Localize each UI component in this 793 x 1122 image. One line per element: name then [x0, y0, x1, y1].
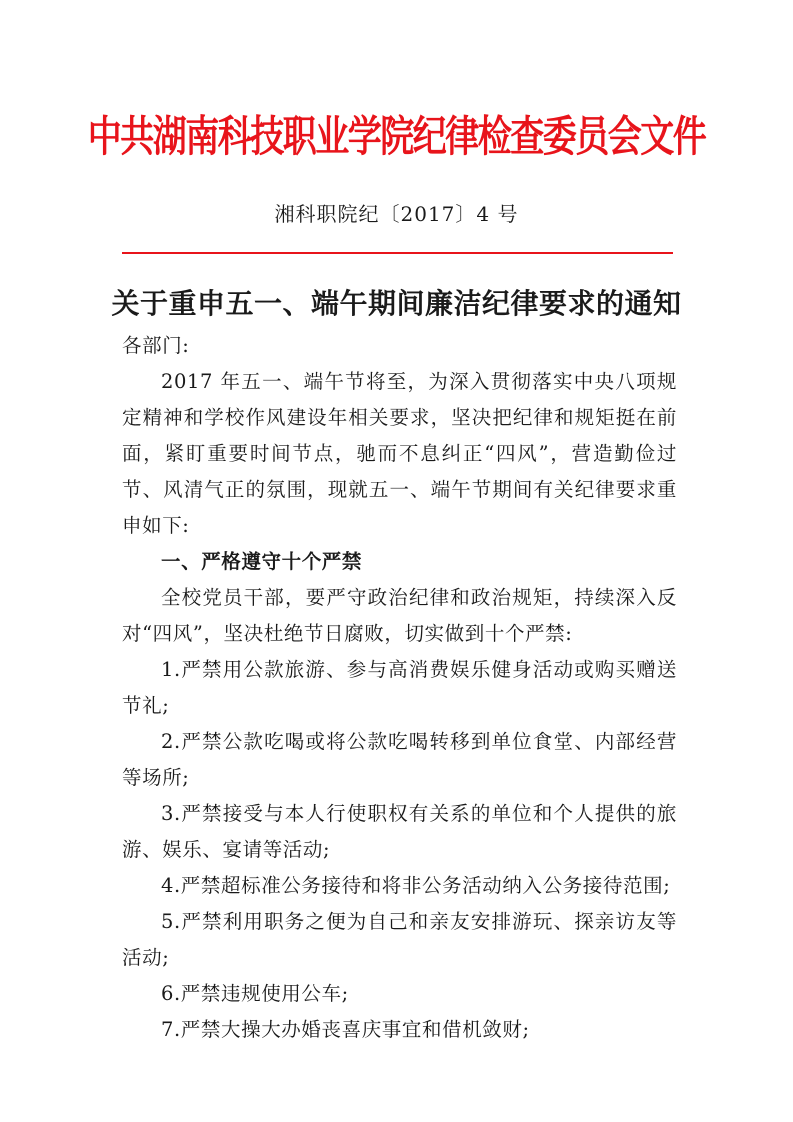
list-item: 7.严禁大操大办婚丧喜庆事宜和借机敛财;: [161, 1018, 530, 1041]
salutation: 各部门:: [122, 334, 190, 357]
list-item: 5.严禁利用职务之便为自己和亲友安排游玩、探亲访友等活动;: [122, 910, 677, 969]
list-item: 2.严禁公款吃喝或将公款吃喝转移到单位食堂、内部经营等场所;: [122, 730, 677, 789]
list-item: 4.严禁超标准公务接待和将非公务活动纳入公务接待范围;: [161, 874, 671, 897]
notice-title: 关于重申五一、端午期间廉洁纪律要求的通知: [111, 287, 682, 320]
document-number: 湘科职院纪〔2017〕4 号: [274, 202, 519, 226]
intro-paragraph: 2017 年五一、端午节将至，为深入贯彻落实中央八项规定精神和学校作风建设年相关要求，坚决把纪律和规矩挺在前面，紧盯重要时间节点，驰而不息纠正“四风”，营造勤俭过节、风清气正的氛围，现就五一、端午节期间有关纪律要求重申如下:: [122, 370, 677, 537]
list-item: 3.严禁接受与本人行使职权有关系的单位和个人提供的旅游、娱乐、宴请等活动;: [122, 802, 677, 861]
document-header-title: 中共湖南科技职业学院纪律检查委员会文件: [87, 112, 706, 162]
section-heading: 一、严格遵守十个严禁: [161, 550, 363, 573]
list-item: 1.严禁用公款旅游、参与高消费娱乐健身活动或购买赠送节礼;: [122, 658, 677, 717]
list-item: 6.严禁违规使用公车;: [161, 982, 349, 1005]
section-intro-paragraph: 全校党员干部，要严守政治纪律和政治规矩，持续深入反对“四风”，坚决杜绝节日腐败，切实做到十个严禁:: [122, 586, 677, 645]
notice-body: [122, 328, 677, 1048]
header-divider: [122, 252, 673, 254]
